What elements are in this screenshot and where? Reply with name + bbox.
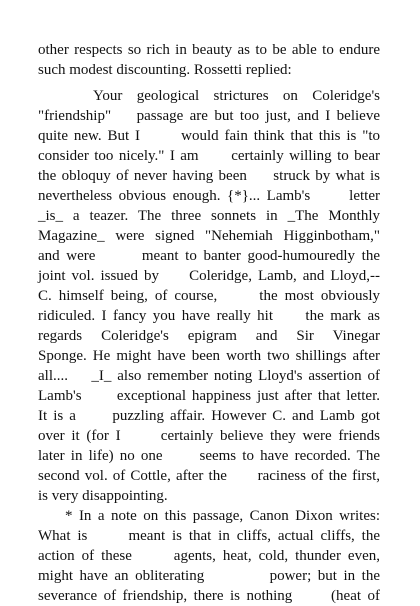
- text-line-indented: Your geological strictures on Coleridge's: [93, 88, 380, 104]
- text-line: consider too nicely." I am certainly willing to bear: [38, 148, 380, 164]
- text-line: It is a puzzling affair. However C. and Lamb got: [38, 408, 380, 424]
- text-line: over it (for I certainly believe they were friends: [38, 428, 380, 444]
- footnote-line: What is meant is that in cliffs, actual cliffs, the: [38, 528, 380, 544]
- text-line: other respects so rich in beauty as to be able to endure: [38, 42, 380, 58]
- text-line: second vol. of Cottle, after the raciness of the first,: [38, 468, 380, 484]
- text-line: such modest discounting. Rossetti replied:: [38, 62, 292, 78]
- text-line: Magazine_ were signed "Nehemiah Higginbotham,": [38, 228, 380, 244]
- text-line: joint vol. issued by Coleridge, Lamb, and Lloyd,--: [38, 268, 380, 284]
- text-line: and were meant to banter good-humouredly the: [38, 248, 380, 264]
- text-line: "friendship" passage are but too just, and I believe: [38, 108, 380, 124]
- text-line: _is_ a teazer. The three sonnets in _The Monthly: [38, 208, 380, 224]
- text-line: the obloquy of never having been struck by what is: [38, 168, 380, 184]
- footnote-line: might have an obliterating power; but in the: [38, 568, 380, 584]
- text-line: regards Coleridge's epigram and Sir Vinegar: [38, 328, 380, 344]
- footnote-line: action of these agents, heat, cold, thunder even,: [38, 548, 380, 564]
- text-line: nevertheless obvious enough. {*}... Lamb's letter: [38, 188, 380, 204]
- text-line: is very disappointing.: [38, 488, 168, 504]
- text-line: C. himself being, of course, the most obviously: [38, 288, 380, 304]
- footnote-line: severance of friendship, there is nothing (heat of: [38, 588, 380, 604]
- text-line: all.... _I_ also remember noting Lloyd's assertion of: [38, 368, 380, 384]
- text-line: later in life) no one seems to have recorded. The: [38, 448, 380, 464]
- text-line: ridiculed. I fancy you have really hit the mark as: [38, 308, 380, 324]
- text-line: quite new. But I would fain think that this is "to: [38, 128, 380, 144]
- footnote-line-first: * In a note on this passage, Canon Dixon writes:: [65, 508, 380, 524]
- text-line: Sponge. He might have been worth two shillings after: [38, 348, 380, 364]
- text-line: Lamb's exceptional happiness just after that letter.: [38, 388, 380, 404]
